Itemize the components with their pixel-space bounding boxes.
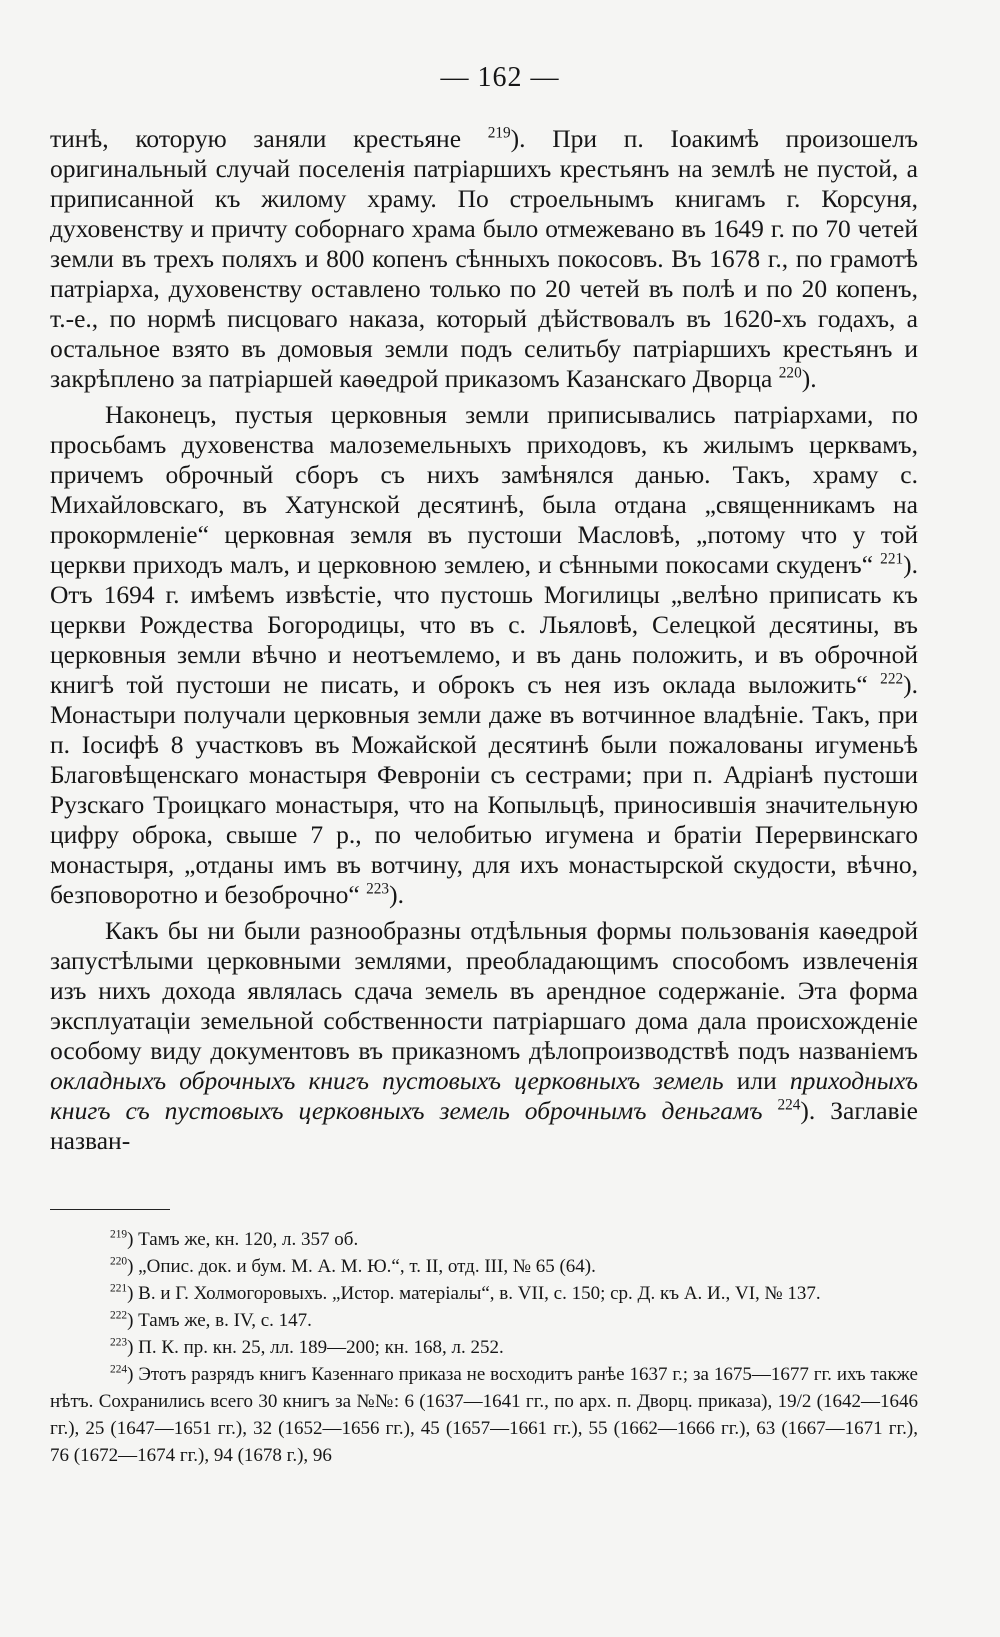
footnote-221: $^{221}$) В. и Г. Холмогоровыхъ. „Истор. матеріалы“, в. VII, с. 150; ср. Д. къ А. И., VI, № 137. bbox=[110, 1282, 821, 1304]
footnote-ref-219: 219 bbox=[487, 124, 511, 142]
footnote-220: $^{220}$) „Опис. док. и бум. М. А. М. Ю.“, т. II, отд. III, № 65 (64). bbox=[110, 1255, 596, 1277]
paragraph-3: Какъ бы ни были разнообразны отдѣльныя формы пользованія каѳедрой запустѣлыми церковными землями, преобладающимъ способомъ извлеченія изъ нихъ дохода являлась сдача земель въ арендное содержаніе. Эта форма эксплуатаціи земельной собственности патріаршаго дома дала происхожденіе особому виду документовъ въ приказномъ дѣлопроизводствѣ подъ названіемъ окладныхъ оброчныхъ книгъ пустовыхъ церковныхъ земель или приходныхъ книгъ съ пустовыхъ церковныхъ земель оброчнымъ деньгамъ $^{224}$). Заглавіе назван- bbox=[50, 916, 918, 1155]
footnote-219: $^{219}$) Тамъ же, кн. 120, л. 357 об. bbox=[110, 1228, 359, 1250]
italic-title-1: окладныхъ оброчныхъ книгъ пустовыхъ церковныхъ земель bbox=[50, 1066, 724, 1095]
page-number: — 162 — bbox=[440, 62, 560, 93]
footnote-223: $^{223}$) П. К. пр. кн. 25, лл. 189—200; кн. 168, л. 252. bbox=[110, 1336, 504, 1358]
paragraph-1: тинѣ, которую заняли крестьяне $^{219}$). При п. Іоакимѣ произошелъ оригинальный случай поселенія патріаршихъ крестьянъ на землѣ не пустой, а приписанной къ жилому храму. По строельнымъ книгамъ г. Корсуня, духовенству и причту соборнаго храма было отмежевано въ 1649 г. по 70 четей земли въ трехъ поляхъ и 800 копенъ сѣнныхъ покосовъ. Въ 1678 г., по грамотѣ патріарха, духовенству оставлено только по 20 четей въ полѣ и по 20 копенъ, т.-е., по нормѣ писцоваго наказа, который дѣйствовалъ въ 1620-хъ годахъ, а остальное взято въ домовыя земли подъ селитьбу патріаршихъ крестьянъ и закрѣплено за патріаршей каѳедрой приказомъ Казанскаго Дворца $^{220}$). bbox=[50, 124, 919, 393]
italic-title-2: приходныхъ книгъ съ пустовыхъ церковныхъ земель оброчнымъ деньгамъ bbox=[50, 1066, 918, 1125]
footnote-222: $^{222}$) Тамъ же, в. IV, с. 147. bbox=[110, 1309, 312, 1331]
paragraph-2: Наконецъ, пустыя церковныя земли приписывались патріархами, по просьбамъ духовенства малоземельныхъ приходовъ, къ жилымъ церквамъ, причемъ оброчный сборъ съ нихъ замѣнялся данью. Такъ, храму с. Михайловскаго, въ Хатунской десятинѣ, была отдана „священникамъ на прокормленіе“ церковная земля въ пустоши Масловѣ, „потому что у той церкви приходъ малъ, и церковною землею, и сѣнными покосами скуденъ“ $^{221}$). Отъ 1694 г. имѣемъ извѣстіе, что пустошь Могилицы „велѣно приписать къ церкви Рождества Богородицы, что въ с. Льяловѣ, Селецкой десятины, въ церковныя земли вѣчно и неотъемлемо, и въ дань положить, и въ оброчной книгѣ той пустоши не писать, и оброкъ съ нея изъ оклада выложить“ $^{222}$). Монастыри получали церковныя земли даже въ вотчинное владѣніе. Такъ, при п. Іосифѣ 8 участковъ въ Можайской десятинѣ были пожалованы игуменьѣ Благовѣщенскаго монастыря Февроніи съ сестрами; при п. Адріанѣ пустоши Рузскаго Троицкаго монастыря, что на Копыльцѣ, приносившія значительную цифру оброка, свыше 7 р., по челобитью игумена и братіи Перервинскаго монастыря, „отданы имъ въ вотчину, для ихъ монастырской скудости, вѣчно, безповоротно и безоброчно“ $^{223}$). bbox=[50, 400, 918, 909]
footnote-ref-224: 224 bbox=[777, 1096, 801, 1114]
footnote-ref-221: 221 bbox=[880, 550, 904, 568]
footnote-ref-223: 223 bbox=[366, 880, 390, 898]
footnote-224: $^{224}$) Этотъ разрядъ книгъ Казеннаго приказа не восходитъ ранѣе 1637 г.; за 1675—1677 гг. ихъ также нѣтъ. Сохранились всего 30 книгъ за №№: 6 (1637—1641 гг., по арх. п. Дворц. приказа), 19/2 (1642—1646 гг.), 25 (1647—1651 гг.), 32 (1652—1656 гг.), 45 (1657—1661 гг.), 55 (1662—1666 гг.), 63 (1667—1671 гг.), 76 (1672—1674 гг.), 94 (1678 г.), 96 bbox=[50, 1363, 918, 1466]
footnote-divider bbox=[50, 1209, 170, 1210]
main-text bbox=[50, 124, 918, 1156]
footnote-ref-220: 220 bbox=[778, 364, 802, 382]
footnote-ref-222: 222 bbox=[880, 670, 904, 688]
footnotes bbox=[50, 1226, 918, 1469]
